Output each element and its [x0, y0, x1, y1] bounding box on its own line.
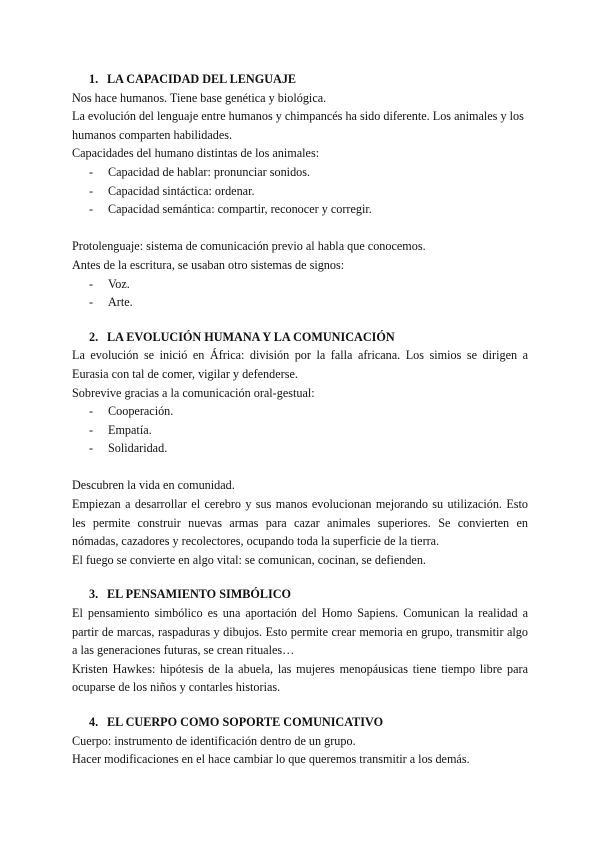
list-item: - Capacidad sintáctica: ordenar. — [89, 183, 255, 198]
section-title: LA EVOLUCIÓN HUMANA Y LA COMUNICACIÓN — [107, 329, 395, 344]
paragraph: Antes de la escritura, se usaban otro sistemas de signos: — [72, 257, 345, 272]
section-number: 4. — [89, 715, 99, 729]
paragraph: Protolenguaje: sistema de comunicación previo al habla que conocemos. — [72, 239, 426, 254]
section-number: 2. — [89, 329, 99, 344]
section-title: EL PENSAMIENTO SIMBÓLICO — [107, 587, 291, 602]
paragraph: La evolución se inició en África: división por la falla africana. Los simios se dirigen a Eurasia con tal de comer, vigilar y defenderse. — [72, 348, 528, 381]
paragraph: Descubren la vida en comunidad. — [72, 478, 235, 493]
paragraph: El fuego se convierte en algo vital: se comunican, cocinan, se defienden. — [72, 552, 426, 567]
list-item: - Solidaridad. — [89, 441, 168, 456]
section-title: LA CAPACIDAD DEL LENGUAJE — [107, 72, 297, 86]
list-item: - Empatía. — [89, 422, 152, 437]
section-1-heading — [89, 70, 528, 89]
paragraph: La evolución del lenguaje entre humanos y chimpancés ha sido diferente. Los animales y los humanos comparten habilidades. — [72, 109, 524, 142]
bullet-list — [72, 402, 528, 458]
section-number: 1. — [89, 72, 99, 86]
list-item: - Capacidad semántica: compartir, reconocer y corregir. — [89, 202, 372, 217]
section-title: EL CUERPO COMO SOPORTE COMUNICATIVO — [107, 715, 384, 729]
paragraph: Hacer modificaciones en el hace cambiar lo que queremos transmitir a los demás. — [72, 752, 470, 767]
paragraph: Empiezan a desarrollar el cerebro y sus manos evolucionan mejorando su utilización. Esto les permite construir nuevas armas para cazar animales superiores. Se convierten en nómadas, cazadores y recolectores, ocupando toda la superficie de la tierra. — [72, 497, 528, 549]
list-item: - Capacidad de hablar: pronunciar sonidos. — [89, 164, 311, 179]
section-3-heading — [89, 585, 528, 604]
section-number: 3. — [89, 587, 99, 602]
paragraph: Sobrevive gracias a la comunicación oral-gestual: — [72, 385, 315, 400]
section-2-heading — [89, 328, 528, 347]
bullet-list — [72, 275, 528, 312]
paragraph: Kristen Hawkes: hipótesis de la abuela, las mujeres menopáusicas tiene tiempo libre para ocuparse de los niños y contarles historias. — [72, 661, 528, 695]
list-item: - Cooperación. — [89, 404, 174, 419]
bullet-list — [72, 163, 528, 219]
list-item: - Arte. — [89, 295, 133, 310]
paragraph: El pensamiento simbólico es una aportación del Homo Sapiens. Comunican la realidad a partir de marcas, raspaduras y dibujos. Esto permite crear memoria en grupo, transmitir algo a las generaciones futuras, se crean rituales… — [72, 606, 528, 658]
list-item: - Voz. — [89, 276, 130, 291]
paragraph: Capacidades del humano distintas de los animales: — [72, 146, 320, 161]
document-content — [72, 70, 528, 769]
paragraph: Nos hace humanos. Tiene base genética y biológica. — [72, 90, 327, 105]
section-4-heading — [89, 713, 528, 732]
paragraph: Cuerpo: instrumento de identificación dentro de un grupo. — [72, 733, 356, 748]
